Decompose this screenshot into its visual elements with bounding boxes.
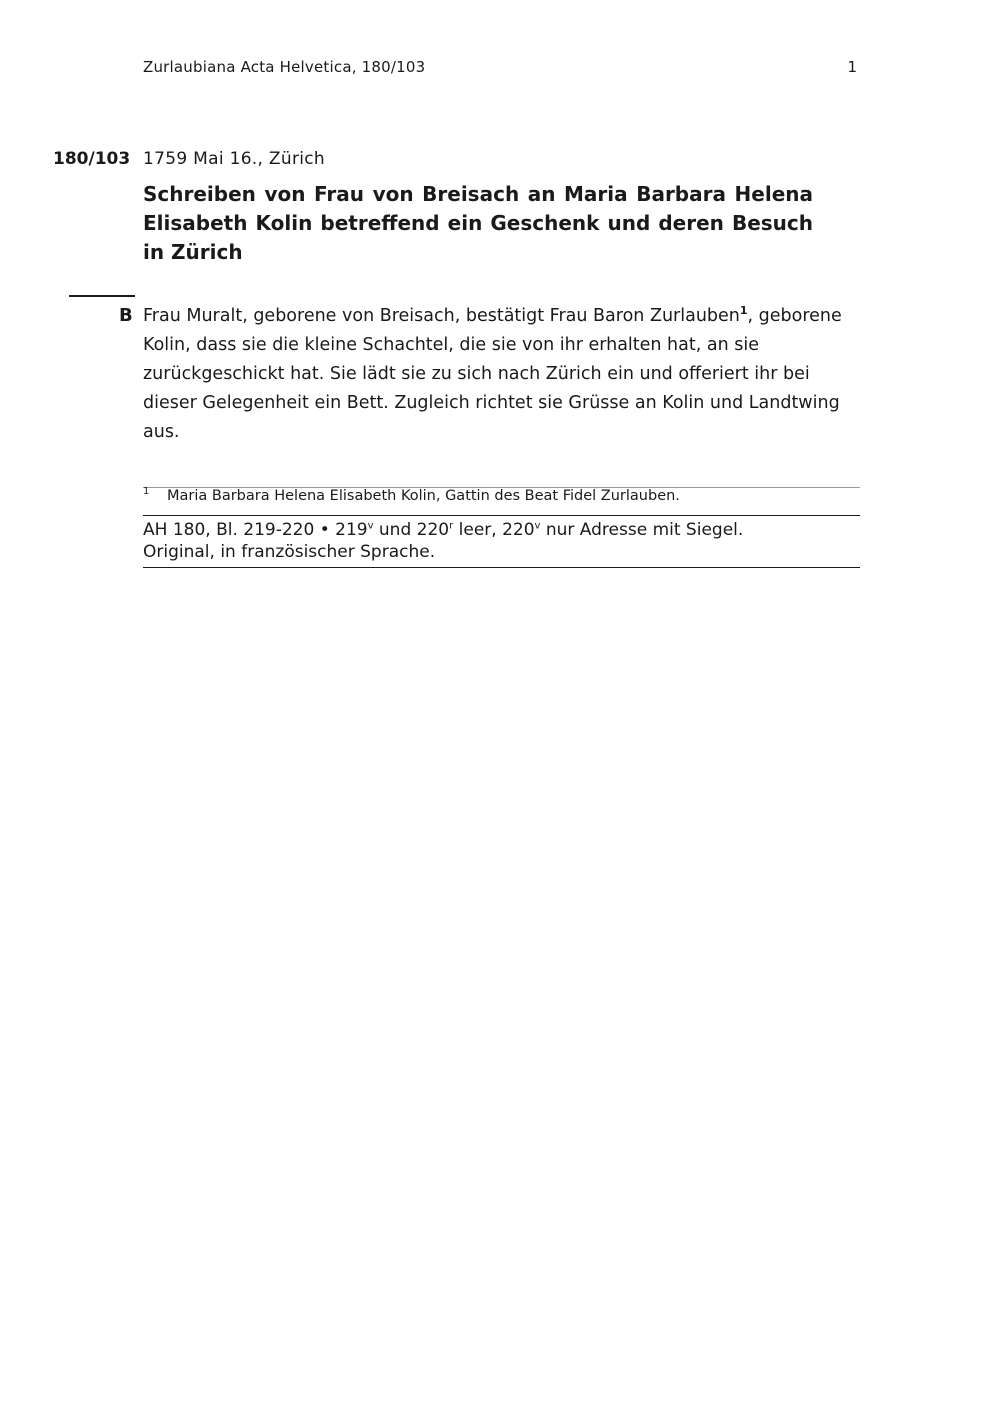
document-title: Schreiben von Frau von Breisach an Maria Barbara Helena Elisabeth Kolin betreffend ein Geschenk und deren Besuch in Zürich: [143, 182, 813, 264]
source-bottom-rule: [143, 567, 860, 568]
footnote-reference[interactable]: 1: [739, 304, 748, 318]
document-number: 180/103: [53, 149, 131, 169]
abstract-text-end: , geborene Kolin, dass sie die kleine Schachtel, die sie von ihr erhalten hat, an sie zurückgeschickt hat. Sie lädt sie zu sich nach Zürich ein und offeriert ihr bei dieser Gelegenheit ein Bett. Zugleich richtet sie Grüsse an Kolin und Landtwing aus.: [143, 306, 842, 442]
source-line-1: [143, 519, 860, 541]
source-folio: AH 180, Bl. 219-220 • 219: [143, 520, 368, 540]
document-date-place: 1759 Mai 16., Zürich: [143, 149, 325, 169]
verso-mark: v: [367, 520, 374, 532]
source-line-2: Original, in französischer Sprache.: [143, 542, 436, 562]
source-text: leer, 220: [453, 520, 535, 540]
section-rule: [69, 295, 135, 297]
footnote-mark: 1: [143, 486, 150, 497]
footnote-text: Maria Barbara Helena Elisabeth Kolin, Gattin des Beat Fidel Zurlauben.: [167, 488, 680, 504]
source-top-rule: [143, 515, 860, 516]
source-text: und 220: [373, 520, 450, 540]
abstract-text-start: Frau Muralt, geborene von Breisach, bestätigt Frau Baron Zurlauben: [143, 306, 740, 326]
recto-mark: r: [449, 520, 454, 532]
verso-mark: v: [534, 520, 541, 532]
running-head: Zurlaubiana Acta Helvetica, 180/103: [143, 58, 426, 76]
abstract: [143, 302, 863, 447]
section-letter: B: [119, 305, 133, 326]
source-text: nur Adresse mit Siegel.: [540, 520, 744, 540]
page-number: 1: [847, 58, 857, 76]
source-note: [143, 519, 860, 563]
